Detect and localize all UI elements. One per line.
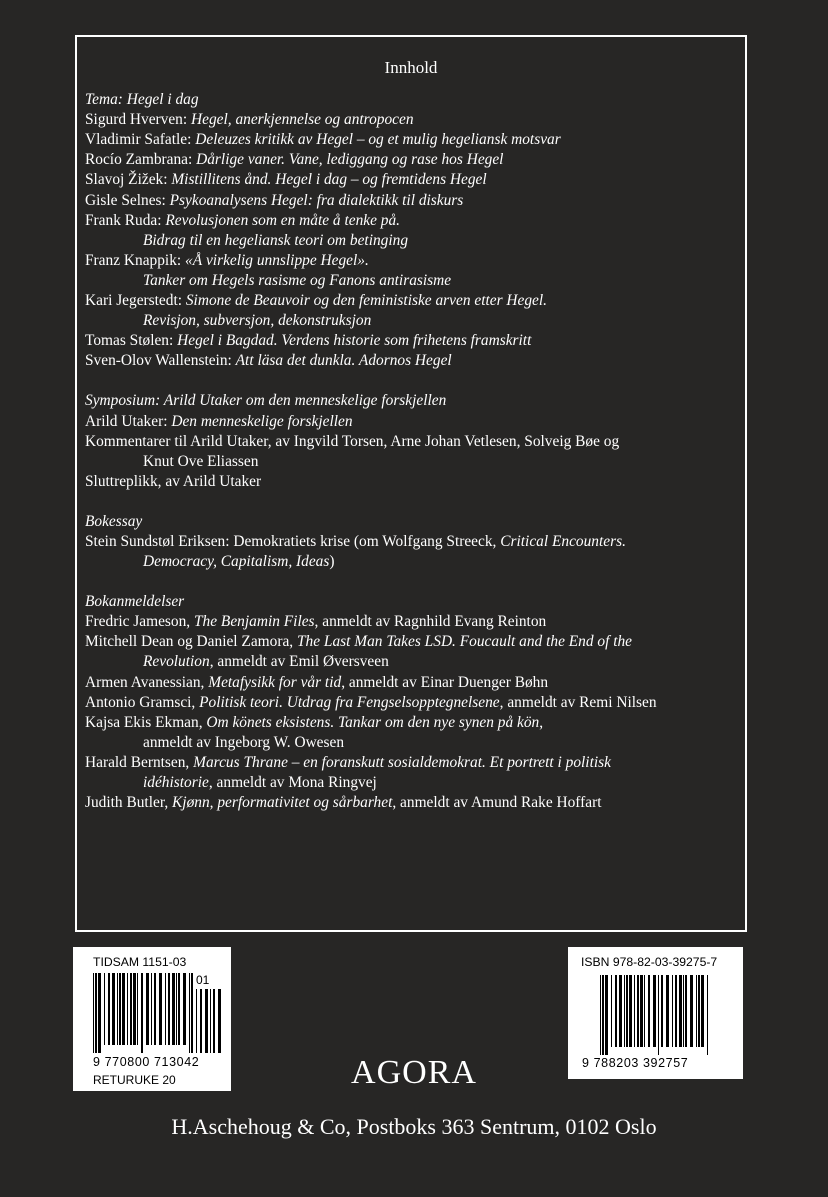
entry-title: Revolution: [143, 653, 210, 671]
entry-title: «Å virkelig unnslippe Hegel».: [185, 251, 369, 269]
barcode-bar: [675, 975, 677, 1047]
barcode-bar: [154, 973, 156, 1045]
barcode-bar: [707, 975, 708, 1055]
contents-entry: [85, 331, 735, 351]
entry-title: Politisk teori. Utdrag fra Fengselsopptegnelsene: [199, 693, 500, 711]
barcode-bar: [176, 973, 177, 1045]
entry-text: , anmeldt av Ragnhild Evang Reinton: [314, 613, 547, 631]
entry-text: Judith Butler,: [85, 794, 173, 812]
barcode-bar: [159, 973, 162, 1045]
entry-text: Sven-Olov Wallenstein:: [85, 352, 236, 370]
entry-text: anmeldt av Ingeborg W. Owesen: [143, 733, 345, 751]
barcode-bar: [685, 975, 687, 1047]
contents-entry: [85, 351, 735, 371]
entry-title: Hegel, anerkjennelse og antropocen: [191, 111, 414, 129]
contents-entry: [85, 271, 735, 291]
contents-section: [85, 592, 735, 813]
barcode-bar: [658, 975, 659, 1055]
table-of-contents: [85, 58, 735, 833]
barcode-bar: [172, 973, 175, 1045]
entry-title: Den menneskelige forskjellen: [171, 412, 353, 430]
barcode-bar: [644, 975, 645, 1047]
contents-heading: Innhold: [384, 58, 438, 77]
barcode-bar: [141, 973, 143, 1053]
issn-digits: 9 770800 713042: [93, 1055, 200, 1069]
contents-section: [85, 90, 735, 371]
contents-entry: [85, 753, 735, 773]
barcode-bar: [95, 973, 97, 1053]
entry-title: Bidrag til en hegeliansk teori om betinging: [143, 231, 409, 249]
entry-text: Kari Jegerstedt:: [85, 292, 186, 310]
barcode-bar: [133, 973, 136, 1045]
return-week: RETURUKE 20: [93, 1073, 176, 1087]
entry-text: , anmeldt av Amund Rake Hoffart: [392, 794, 602, 812]
barcode-bar: [640, 975, 643, 1047]
barcode-bar: [679, 975, 682, 1047]
barcode-bar: [151, 973, 152, 1045]
entry-text: Kajsa Ekis Ekman,: [85, 713, 207, 731]
contents-entry: [85, 472, 735, 492]
contents-entry: [85, 432, 735, 452]
contents-entry: [85, 170, 735, 190]
barcode-bar: [637, 975, 639, 1047]
contents-entry: [85, 251, 735, 271]
barcode-bar: [183, 973, 186, 1045]
entry-text: ,: [539, 713, 544, 731]
barcode-bar: [196, 989, 197, 1053]
entry-text: Tomas Stølen:: [85, 332, 178, 350]
entry-title: Deleuzes kritikk av Hegel – og et mulig hegeliansk motsvar: [195, 131, 561, 149]
isbn-number: ISBN 978-82-03-39275-7: [581, 955, 718, 969]
contents-entry: [85, 150, 735, 170]
barcode-bar: [130, 973, 132, 1045]
entry-text: ): [329, 553, 335, 571]
barcode-bar: [168, 973, 170, 1045]
contents-entry: [85, 612, 735, 632]
contents-entry: [85, 211, 735, 231]
barcode-bar: [178, 973, 180, 1045]
entry-text: Mitchell Dean og Daniel Zamora,: [85, 633, 297, 651]
entry-title: Critical Encounters.: [500, 532, 626, 550]
entry-title: Hegel i Bagdad. Verdens historie som frihetens framskritt: [177, 332, 532, 350]
entry-title: Kjønn, performativitet og sårbarhet: [172, 794, 393, 812]
barcode-bar: [615, 975, 617, 1047]
barcode-bar: [191, 973, 193, 1053]
barcode-bar: [661, 975, 663, 1047]
entry-text: Knut Ove Eliassen: [143, 452, 259, 470]
barcode-bar: [108, 973, 110, 1045]
section-title: Symposium: Arild Utaker om den menneskelige forskjellen: [85, 392, 447, 410]
barcode-bar: [93, 973, 94, 1053]
contents-section: [85, 391, 735, 491]
entry-title: Revisjon, subversjon, dekonstruksjon: [143, 312, 372, 330]
entry-text: , anmeldt av Emil Øversveen: [209, 653, 389, 671]
publisher-address: H.Aschehoug & Co, Postboks 363 Sentrum, 0102 Oslo: [171, 1114, 657, 1139]
tidsam-code: TIDSAM 1151-03: [93, 955, 187, 969]
barcode-bar: [122, 973, 125, 1045]
entry-text: Sigurd Hverven:: [85, 111, 192, 129]
section-title: Bokessay: [85, 512, 143, 530]
entry-title: Democracy, Capitalism, Ideas: [143, 553, 330, 571]
contents-entry: [85, 693, 735, 713]
isbn-barcode-icon: [600, 975, 712, 1055]
barcode-bar: [683, 975, 684, 1047]
entry-title: Mistillitens ånd. Hegel i dag – og fremtidens Hegel: [171, 171, 487, 189]
entry-title: Simone de Beauvoir og den feministiske arven etter Hegel.: [185, 292, 548, 310]
entry-title: Tanker om Hegels rasisme og Fanons antirasisme: [143, 271, 452, 289]
entry-text: Fredric Jameson,: [85, 613, 194, 631]
barcode-bar: [165, 973, 166, 1045]
barcode-bar: [629, 975, 632, 1047]
entry-text: Frank Ruda:: [85, 211, 166, 229]
entry-title: Metafysikk for vår tid: [208, 673, 342, 691]
barcode-bar: [648, 975, 650, 1047]
barcode-bar: [189, 973, 190, 1053]
barcode-bar: [213, 989, 215, 1053]
contents-entry: [85, 652, 735, 672]
barcode-bar: [626, 975, 628, 1047]
contents-entry: [85, 673, 735, 693]
entry-text: , anmeldt av Einar Duenger Bøhn: [341, 673, 549, 691]
contents-entry: [85, 191, 735, 211]
entry-title: Psykoanalysens Hegel: fra dialektikk til diskurs: [169, 191, 464, 209]
contents-sections: [85, 90, 735, 813]
section-title: Tema: Hegel i dag: [85, 91, 199, 109]
barcode-bar: [98, 973, 101, 1053]
barcode-bar: [653, 975, 656, 1047]
barcode-bar: [117, 973, 118, 1045]
contents-section: [85, 512, 735, 572]
barcode-bar: [200, 989, 202, 1053]
entry-text: Franz Knappik:: [85, 251, 186, 269]
barcode-bar: [624, 975, 625, 1047]
entry-text: Antonio Gramsci,: [85, 693, 200, 711]
barcode-bar: [698, 975, 700, 1047]
barcode-bar: [690, 975, 693, 1047]
entry-text: , anmeldt av Mona Ringvej: [208, 774, 377, 791]
contents-entry: [85, 110, 735, 130]
entry-title: Marcus Thrane – en foranskutt sosialdemokrat. Et portrett i politisk: [193, 753, 611, 771]
barcode-bar: [104, 973, 105, 1045]
barcode-bar: [619, 975, 622, 1047]
contents-entry: [85, 793, 735, 813]
entry-title: Att läsa det dunkla. Adornos Hegel: [235, 352, 452, 370]
entry-title: idéhistorie: [143, 774, 209, 791]
entry-text: Gisle Selnes:: [85, 191, 170, 209]
entry-title: Revolusjonen som en måte å tenke på.: [165, 211, 401, 229]
entry-text: Vladimir Safatle:: [85, 131, 196, 149]
section-title: Bokanmeldelser: [85, 593, 185, 611]
issn-barcode-icon: [93, 973, 193, 1053]
barcode-bar: [611, 975, 612, 1047]
entry-text: Stein Sundstøl Eriksen: Demokratiets krise (om Wolfgang Streeck,: [85, 532, 501, 550]
barcode-bar: [210, 989, 211, 1053]
entry-text: Arild Utaker:: [85, 412, 172, 430]
entry-text: Kommentarer til Arild Utaker, av Ingvild Torsen, Arne Johan Vetlesen, Solveig Bøe og: [85, 432, 620, 450]
barcode-bar: [600, 975, 601, 1055]
barcode-bar: [119, 973, 121, 1045]
contents-entry: [85, 311, 735, 331]
contents-entry: [85, 773, 735, 793]
contents-entry: [85, 552, 735, 572]
entry-text: Armen Avanessian,: [85, 673, 209, 691]
publisher-name: AGORA: [351, 1054, 477, 1091]
entry-text: Rocío Zambrana:: [85, 151, 197, 169]
entry-title: Dårlige vaner. Vane, lediggang og rase hos Hegel: [196, 151, 504, 169]
entry-text: Sluttreplikk, av Arild Utaker: [85, 472, 262, 490]
addon-barcode-icon: [196, 989, 224, 1053]
entry-title: Om könets eksistens. Tankar om den nye synen på kön: [206, 713, 540, 731]
contents-entry: [85, 713, 735, 733]
contents-entry: [85, 452, 735, 472]
contents-entry: [85, 231, 735, 251]
contents-entry: [85, 412, 735, 432]
barcode-bar: [605, 975, 608, 1055]
entry-text: , anmeldt av Remi Nilsen: [499, 693, 657, 711]
barcode-bar: [205, 989, 208, 1053]
contents-entry: [85, 532, 735, 552]
barcode-bar: [112, 973, 115, 1045]
barcode-bar: [672, 975, 673, 1047]
entry-text: Slavoj Žižek:: [85, 171, 172, 189]
barcode-bar: [137, 973, 138, 1045]
contents-entry: [85, 130, 735, 150]
barcode-bar: [634, 975, 635, 1047]
barcode-bar: [146, 973, 149, 1045]
barcode-bar: [666, 975, 669, 1047]
barcode-bar: [127, 973, 128, 1045]
addon-number: 01: [196, 973, 210, 987]
isbn-digits: 9 788203 392757: [582, 1056, 689, 1070]
barcode-bar: [696, 975, 697, 1047]
contents-entry: [85, 733, 735, 753]
contents-entry: [85, 632, 735, 652]
entry-title: The Benjamin Files: [194, 613, 315, 631]
barcode-bar: [701, 975, 704, 1047]
contents-entry: [85, 291, 735, 311]
entry-text: Harald Berntsen,: [85, 753, 194, 771]
barcode-bar: [218, 989, 221, 1053]
entry-title: The Last Man Takes LSD. Foucault and the End of the: [296, 633, 633, 651]
barcode-bar: [602, 975, 604, 1055]
